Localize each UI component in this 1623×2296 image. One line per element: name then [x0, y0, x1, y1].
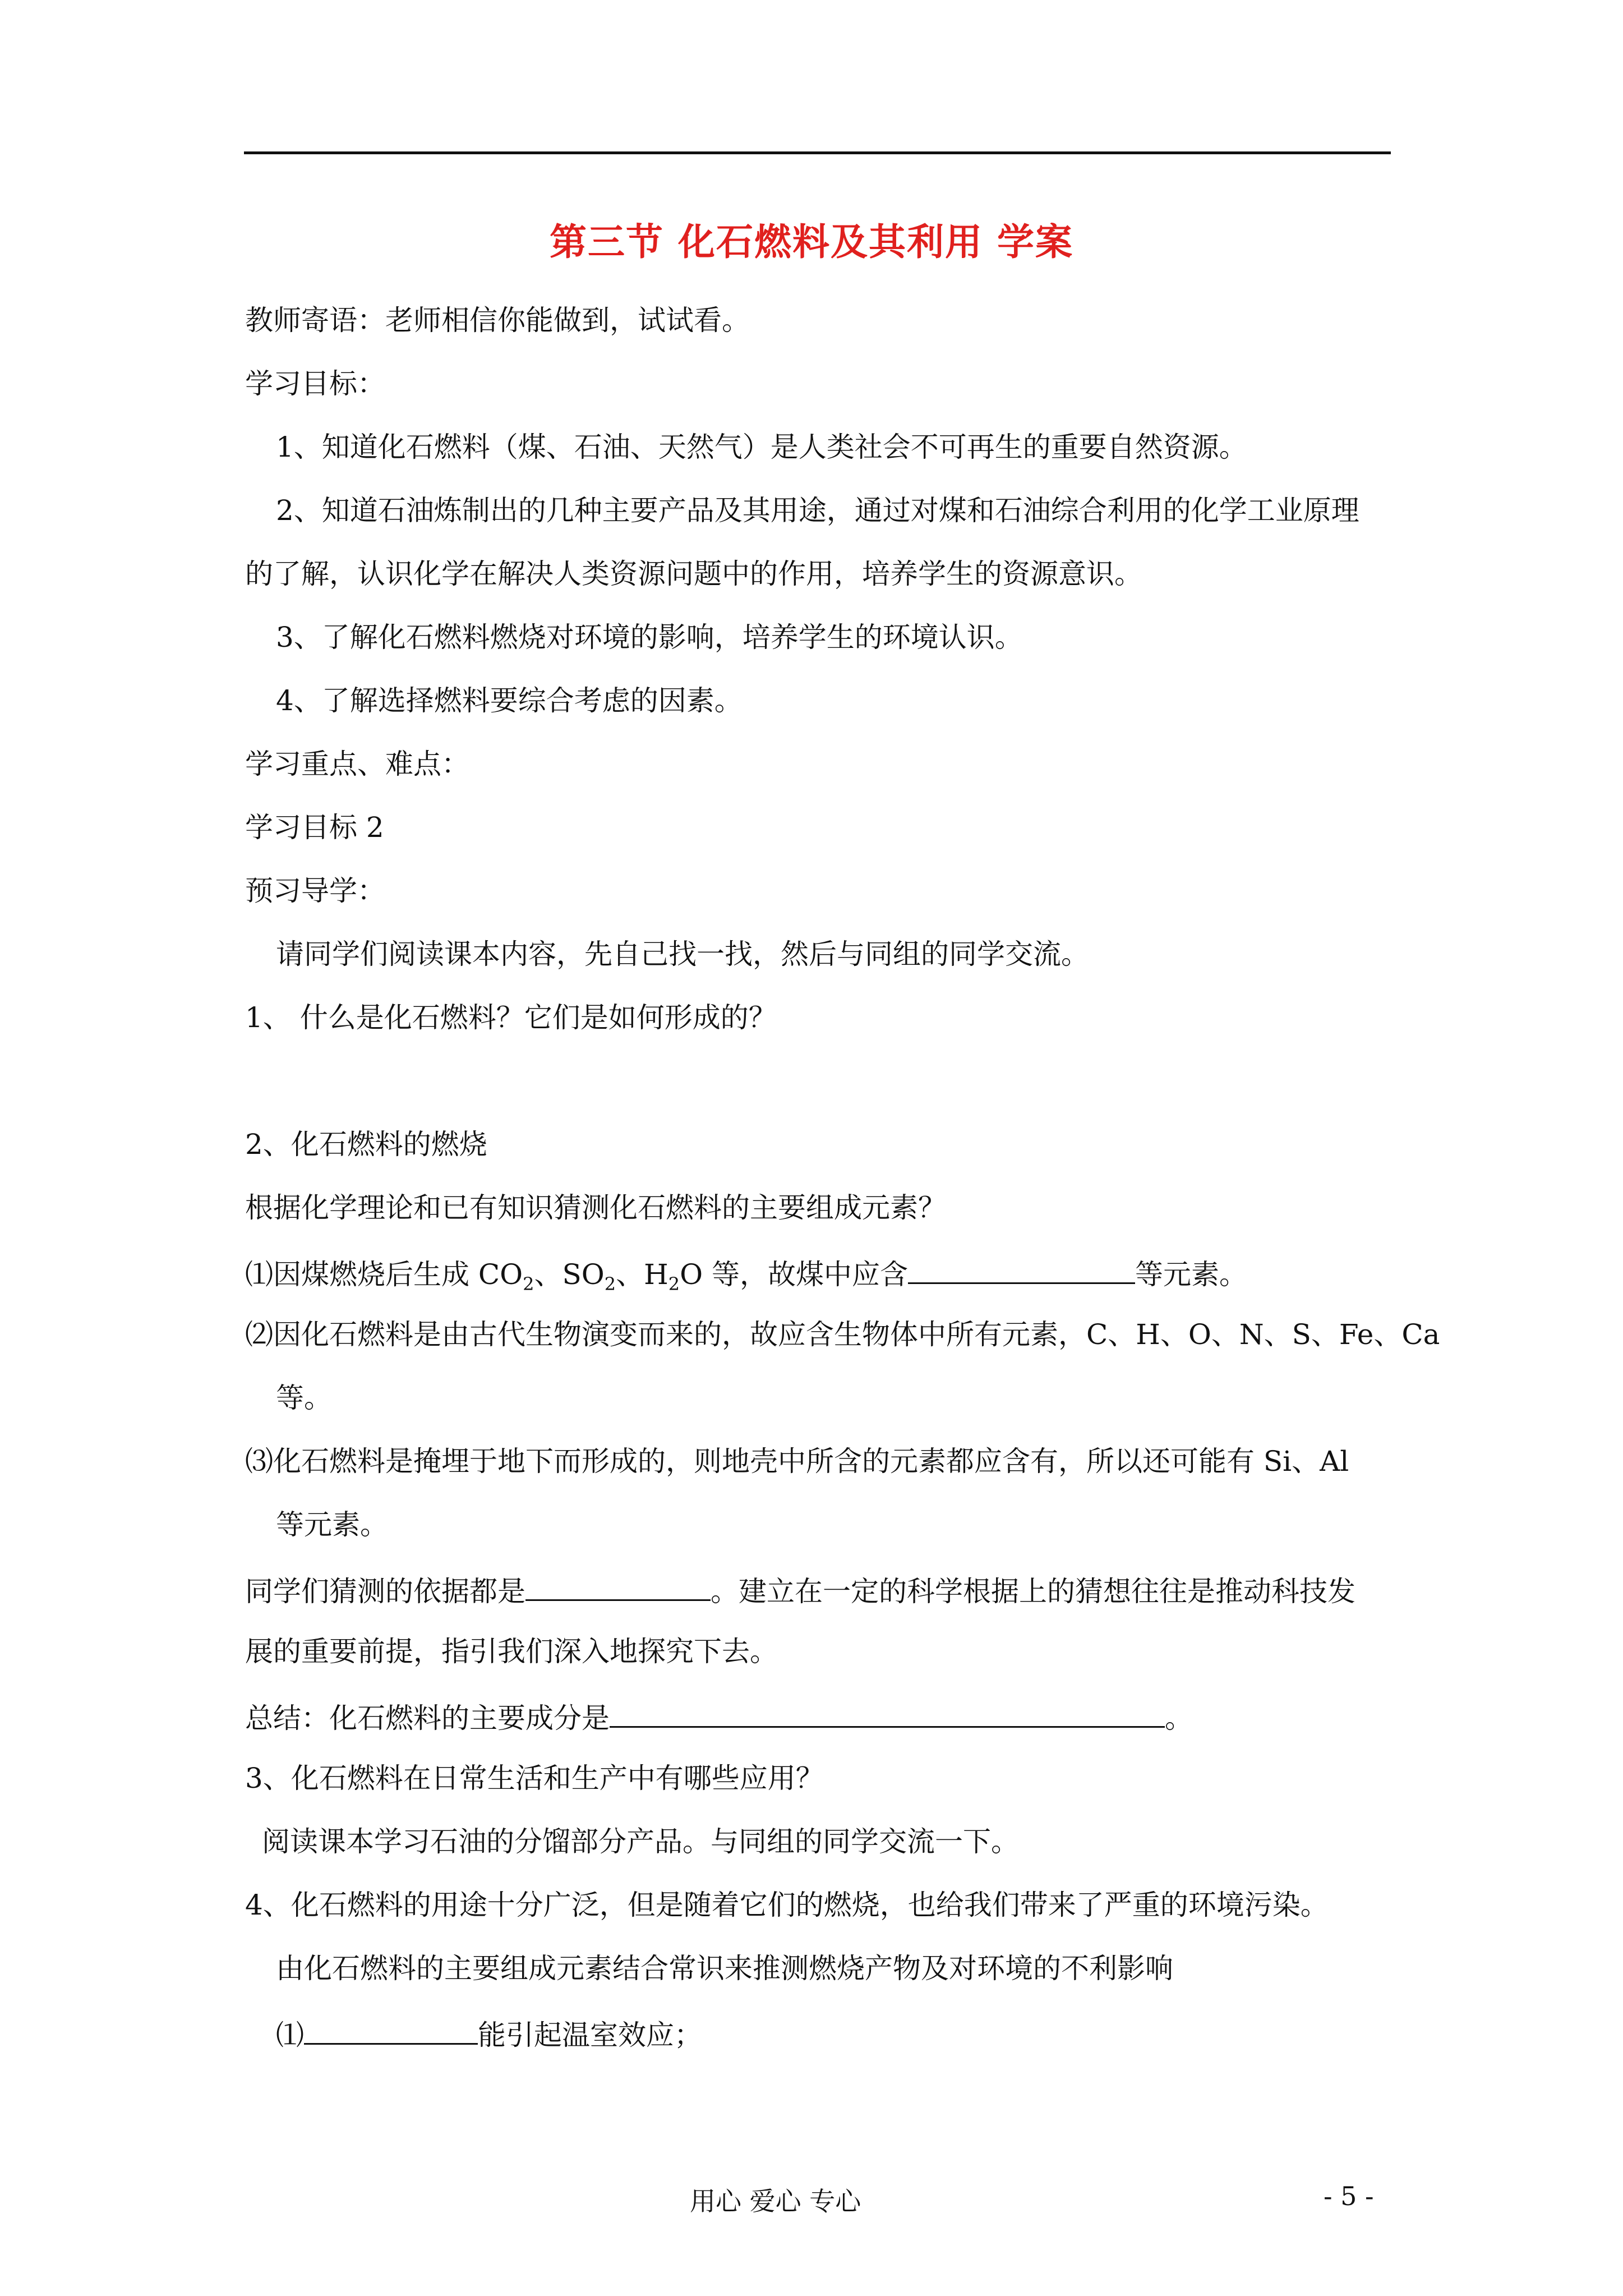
item-1-text: O 等，故煤中应含: [680, 1258, 908, 1291]
question-1: 1、 什么是化石燃料？它们是如何形成的？: [245, 1001, 777, 1034]
answer-blank[interactable]: [908, 1254, 1135, 1284]
objectives-heading: 学习目标：: [245, 367, 385, 400]
question-3-reading: 阅读课本学习石油的分馏部分产品。与同组的同学交流一下。: [262, 1825, 1019, 1858]
question-2-item-2-continued: 等。: [276, 1382, 332, 1414]
preview-intro: 请同学们阅读课本内容，先自己找一找，然后与同组的同学交流。: [276, 938, 1089, 970]
footer-motto: 用心 爱心 专心: [690, 2186, 861, 2216]
basis-suffix: 。建立在一定的科学根据上的猜想往往是推动科技发: [711, 1575, 1355, 1608]
question-3: 3、化石燃料在日常生活和生产中有哪些应用？: [245, 1762, 824, 1795]
question-2-heading: 2、化石燃料的燃烧: [245, 1128, 487, 1161]
summary-suffix: 。: [1165, 1702, 1193, 1734]
objective-item: 1、知道化石燃料（煤、石油、天然气）是人类社会不可再生的重要自然资源。: [276, 431, 1247, 463]
question-2-item-2: ⑵因化石燃料是由古代生物演变而来的，故应含生物体中所有元素，C、H、O、N、S、Fe、Ca: [245, 1318, 1440, 1351]
basis-sentence-continued: 展的重要前提，指引我们深入地探究下去。: [245, 1635, 778, 1668]
question-4-prompt: 由化石燃料的主要组成元素结合常识来推测燃烧产物及对环境的不利影响: [276, 1952, 1173, 1985]
objective-item: 2、知道石油炼制出的几种主要产品及其用途，通过对煤和石油综合利用的化学工业原理: [276, 494, 1359, 527]
question-2-item-3: ⑶化石燃料是掩埋于地下而形成的，则地壳中所含的元素都应含有，所以还可能有 Si、Al: [245, 1445, 1349, 1478]
question-2-item-1: [245, 1254, 1247, 1301]
objective-item: 3、了解化石燃料燃烧对环境的影响，培养学生的环境认识。: [276, 621, 1023, 654]
question-2-prompt: 根据化学理论和已有知识猜测化石燃料的主要组成元素？: [245, 1191, 946, 1224]
subscript: 2: [523, 1273, 534, 1295]
objective-item-continued: 的了解，认识化学在解决人类资源问题中的作用，培养学生的资源意识。: [245, 558, 1142, 590]
item-1-text: 、SO: [534, 1258, 605, 1291]
answer-blank[interactable]: [610, 1698, 1165, 1728]
teacher-message: 教师寄语：老师相信你能做到，试试看。: [245, 304, 750, 337]
item-1-text: 、H: [616, 1258, 668, 1291]
key-points-heading: 学习重点、难点：: [245, 748, 469, 780]
answer-blank[interactable]: [525, 1571, 711, 1601]
question-4-item-1: [276, 2015, 702, 2052]
item-1-prefix: ⑴: [276, 2019, 304, 2051]
subscript: 2: [604, 1273, 616, 1295]
preview-heading: 预习导学：: [245, 875, 385, 907]
page-number: - 5 -: [1324, 2181, 1374, 2211]
page-title: 第三节 化石燃料及其利用 学案: [550, 220, 1073, 264]
item-1-prefix: ⑴因煤燃烧后生成 CO: [245, 1258, 523, 1291]
basis-sentence: [245, 1571, 1355, 1608]
item-1-suffix: 能引起温室效应；: [478, 2019, 702, 2051]
basis-prefix: 同学们猜测的依据都是: [245, 1575, 525, 1608]
objective-item: 4、了解选择燃料要综合考虑的因素。: [276, 684, 743, 717]
header-rule: [244, 151, 1391, 154]
item-1-suffix: 等元素。: [1135, 1258, 1247, 1291]
key-points-value: 学习目标 2: [245, 811, 384, 844]
question-2-item-3-continued: 等元素。: [276, 1508, 388, 1541]
summary-prefix: 总结：化石燃料的主要成分是: [245, 1702, 610, 1734]
summary-sentence: [245, 1698, 1193, 1735]
question-4: 4、化石燃料的用途十分广泛，但是随着它们的燃烧，也给我们带来了严重的环境污染。: [245, 1889, 1329, 1921]
subscript: 2: [668, 1273, 680, 1295]
answer-blank[interactable]: [304, 2015, 478, 2045]
